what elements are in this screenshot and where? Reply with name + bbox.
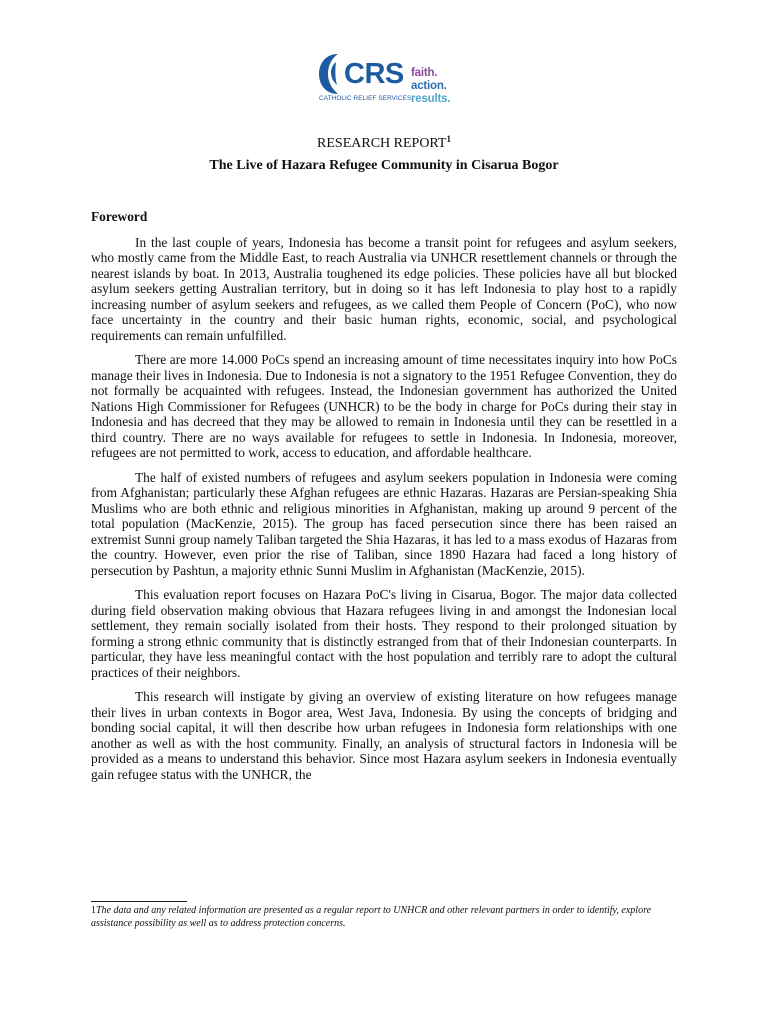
report-title-text: RESEARCH REPORT: [317, 136, 447, 151]
footnote-divider: [91, 901, 187, 902]
section-heading: Foreword: [91, 209, 148, 224]
logo-tagline-action: action.: [411, 80, 447, 92]
paragraph-4: This evaluation report focuses on Hazara PoC's living in Cisarua, Bogor. The major data collected during field observation making obvious that Hazara refugees living in and amongst the Indonesian local settlement, they remain socially isolated from their hosts. They respond to their prolonged situation by forming a strong ethnic community that is distinctly estranged from that of their Indonesian counterparts. In particular, they have less meaningful contact with the host population and terribly rare to adopt the cultural practices of their neighbors.: [91, 587, 677, 680]
crs-logo: [316, 50, 456, 110]
report-title: [0, 130, 768, 153]
logo-brand: CRS: [344, 58, 404, 90]
paragraph-3: The half of existed numbers of refugees and asylum seekers population in Indonesia were coming from Afghanistan; particularly these Afghan refugees are ethnic Hazaras. Hazaras are Persian-speaking Shia Muslims who are both ethnic and religious minorities in Afghanistan, making up around 9 percent of the total population (MacKenzie, 2015). The group has faced persecution since there has been raised an extremist Sunni group namely Taliban targeted the Shia Hazaras, it has led to a mass exodus of Hazaras from the country. However, even prior the rise of Taliban, since 1890 Hazara had faced a long history of persecution by Pashtun, a majority ethnic Sunni Muslim in Afghanistan (MacKenzie, 2015).: [91, 469, 677, 578]
logo-tagline-results: results.: [411, 93, 451, 105]
report-body: [91, 209, 677, 791]
footnote-text: The data and any related information are presented as a regular report to UNHCR and other relevant partners in order to identify, explore assistance possibility as well as to address protection concerns.: [91, 905, 652, 929]
paragraph-5: This research will instigate by giving an overview of existing literature on how refugees manage their lives in urban contexts in Bogor area, West Java, Indonesia. By using the concepts of bridging and bonding social capital, it will then describe how urban refugees in Indonesia form relationships with one another as well as with the host community. Finally, an analysis of structural factors in Indonesia will be provided as a means to understand this behavior. Since most Hazara asylum seekers in Indonesia eventually gain refugee status with the UNHCR, the: [91, 689, 677, 782]
logo-subtitle: CATHOLIC RELIEF SERVICES: [319, 95, 412, 102]
footnote: [91, 904, 677, 930]
footnote-mark: 1: [91, 905, 96, 916]
title-footnote-mark: 1: [446, 134, 451, 144]
report-subtitle: The Live of Hazara Refugee Community in Cisarua Bogor: [209, 158, 559, 173]
paragraph-2: There are more 14.000 PoCs spend an increasing amount of time necessitates inquiry into how PoCs manage their lives in Indonesia. Due to Indonesia is not a signatory to the 1951 Refugee Convention, they do not formally be acquainted with refugees. Instead, the Indonesian government has authorized the United Nations High Commissioner for Refugees (UNHCR) to be the body in charge for PoCs during their stay in Indonesia and has decreed that they may be allowed to remain in Indonesia until they can be resettled in a third country. There are no ways available for refugees to settle in Indonesia. In Indonesia, moreover, refugees are not permitted to work, access to education, and affordable healthcare.: [91, 352, 677, 460]
logo-tagline-faith: faith.: [411, 67, 438, 79]
paragraph-1: In the last couple of years, Indonesia has become a transit point for refugees and asylum seekers, who mostly came from the Middle East, to reach Australia via UNHCR resettlement channels or through the nearest islands by boat. In 2013, Australia toughened its edge policies. These policies have all but blocked asylum seekers getting Australian territory, but in doing so it has left Indonesia to play host to a rapidly increasing number of asylum seekers and refugees, as we called them People of Concern (PoC), who now face uncertainty in the country and their basic human rights, economic, social, and psychological requirements can remain unfulfilled.: [91, 234, 677, 343]
